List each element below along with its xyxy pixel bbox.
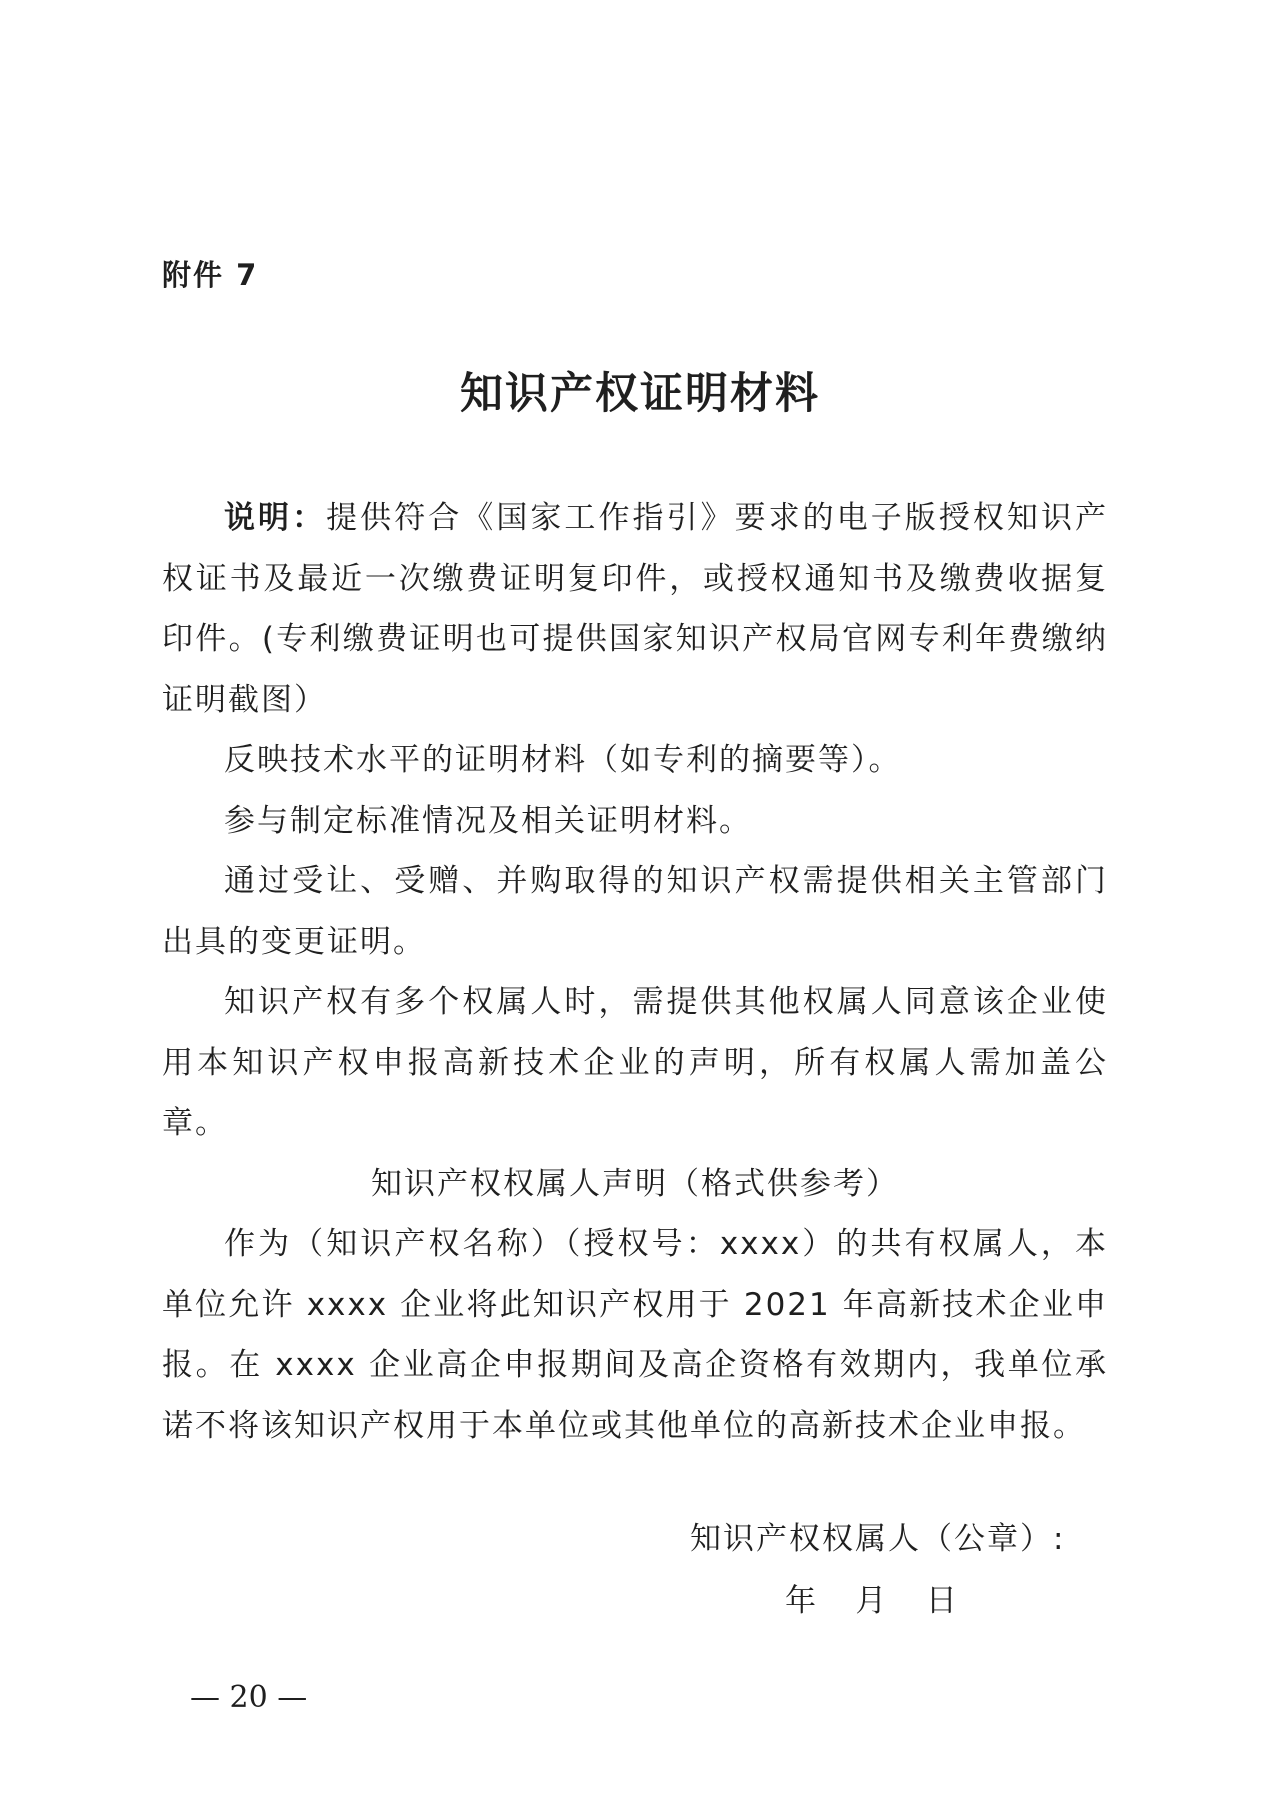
declaration-heading: 知识产权权属人声明（格式供参考）	[371, 1165, 899, 1202]
attachment-label: 附件 7	[162, 258, 259, 292]
declaration-text: 作为（知识产权名称）（授权号：xxxx）的共有权属人，本单位允许 xxxx 企业将此知识产权用于 2021 年高新技术企业申报。在 xxxx 企业高企申报期间及高企资格有效期内，我单位承诺不将该知识产权用于本单位或其他单位的高新技术企业申报。	[162, 1226, 1108, 1444]
signature-date: 年 月 日	[785, 1583, 957, 1619]
paragraph-standards: 参与制定标准情况及相关证明材料。	[224, 802, 752, 839]
document-body	[162, 488, 1108, 1456]
page-title: 知识产权证明材料	[460, 369, 820, 419]
signature-label: 知识产权权属人（公章）:	[690, 1521, 1066, 1557]
paragraph-multiple-owners: 知识产权有多个权属人时，需提供其他权属人同意该企业使用本知识产权申报高新技术企业的声明，所有权属人需加盖公章。	[162, 984, 1108, 1141]
paragraph-transfer-proof: 通过受让、受赠、并购取得的知识产权需提供相关主管部门出具的变更证明。	[162, 863, 1108, 960]
note-paragraph	[162, 488, 1108, 730]
page-number: — 20 —	[190, 1680, 308, 1715]
note-text: 提供符合《国家工作指引》要求的电子版授权知识产权证书及最近一次缴费证明复印件，或授权通知书及缴费收据复印件。(专利缴费证明也可提供国家知识产权局官网专利年费缴纳证明截图）	[162, 500, 1109, 718]
paragraph-technical-level: 反映技术水平的证明材料（如专利的摘要等）。	[224, 742, 902, 778]
note-lead: 说明：	[224, 500, 327, 536]
